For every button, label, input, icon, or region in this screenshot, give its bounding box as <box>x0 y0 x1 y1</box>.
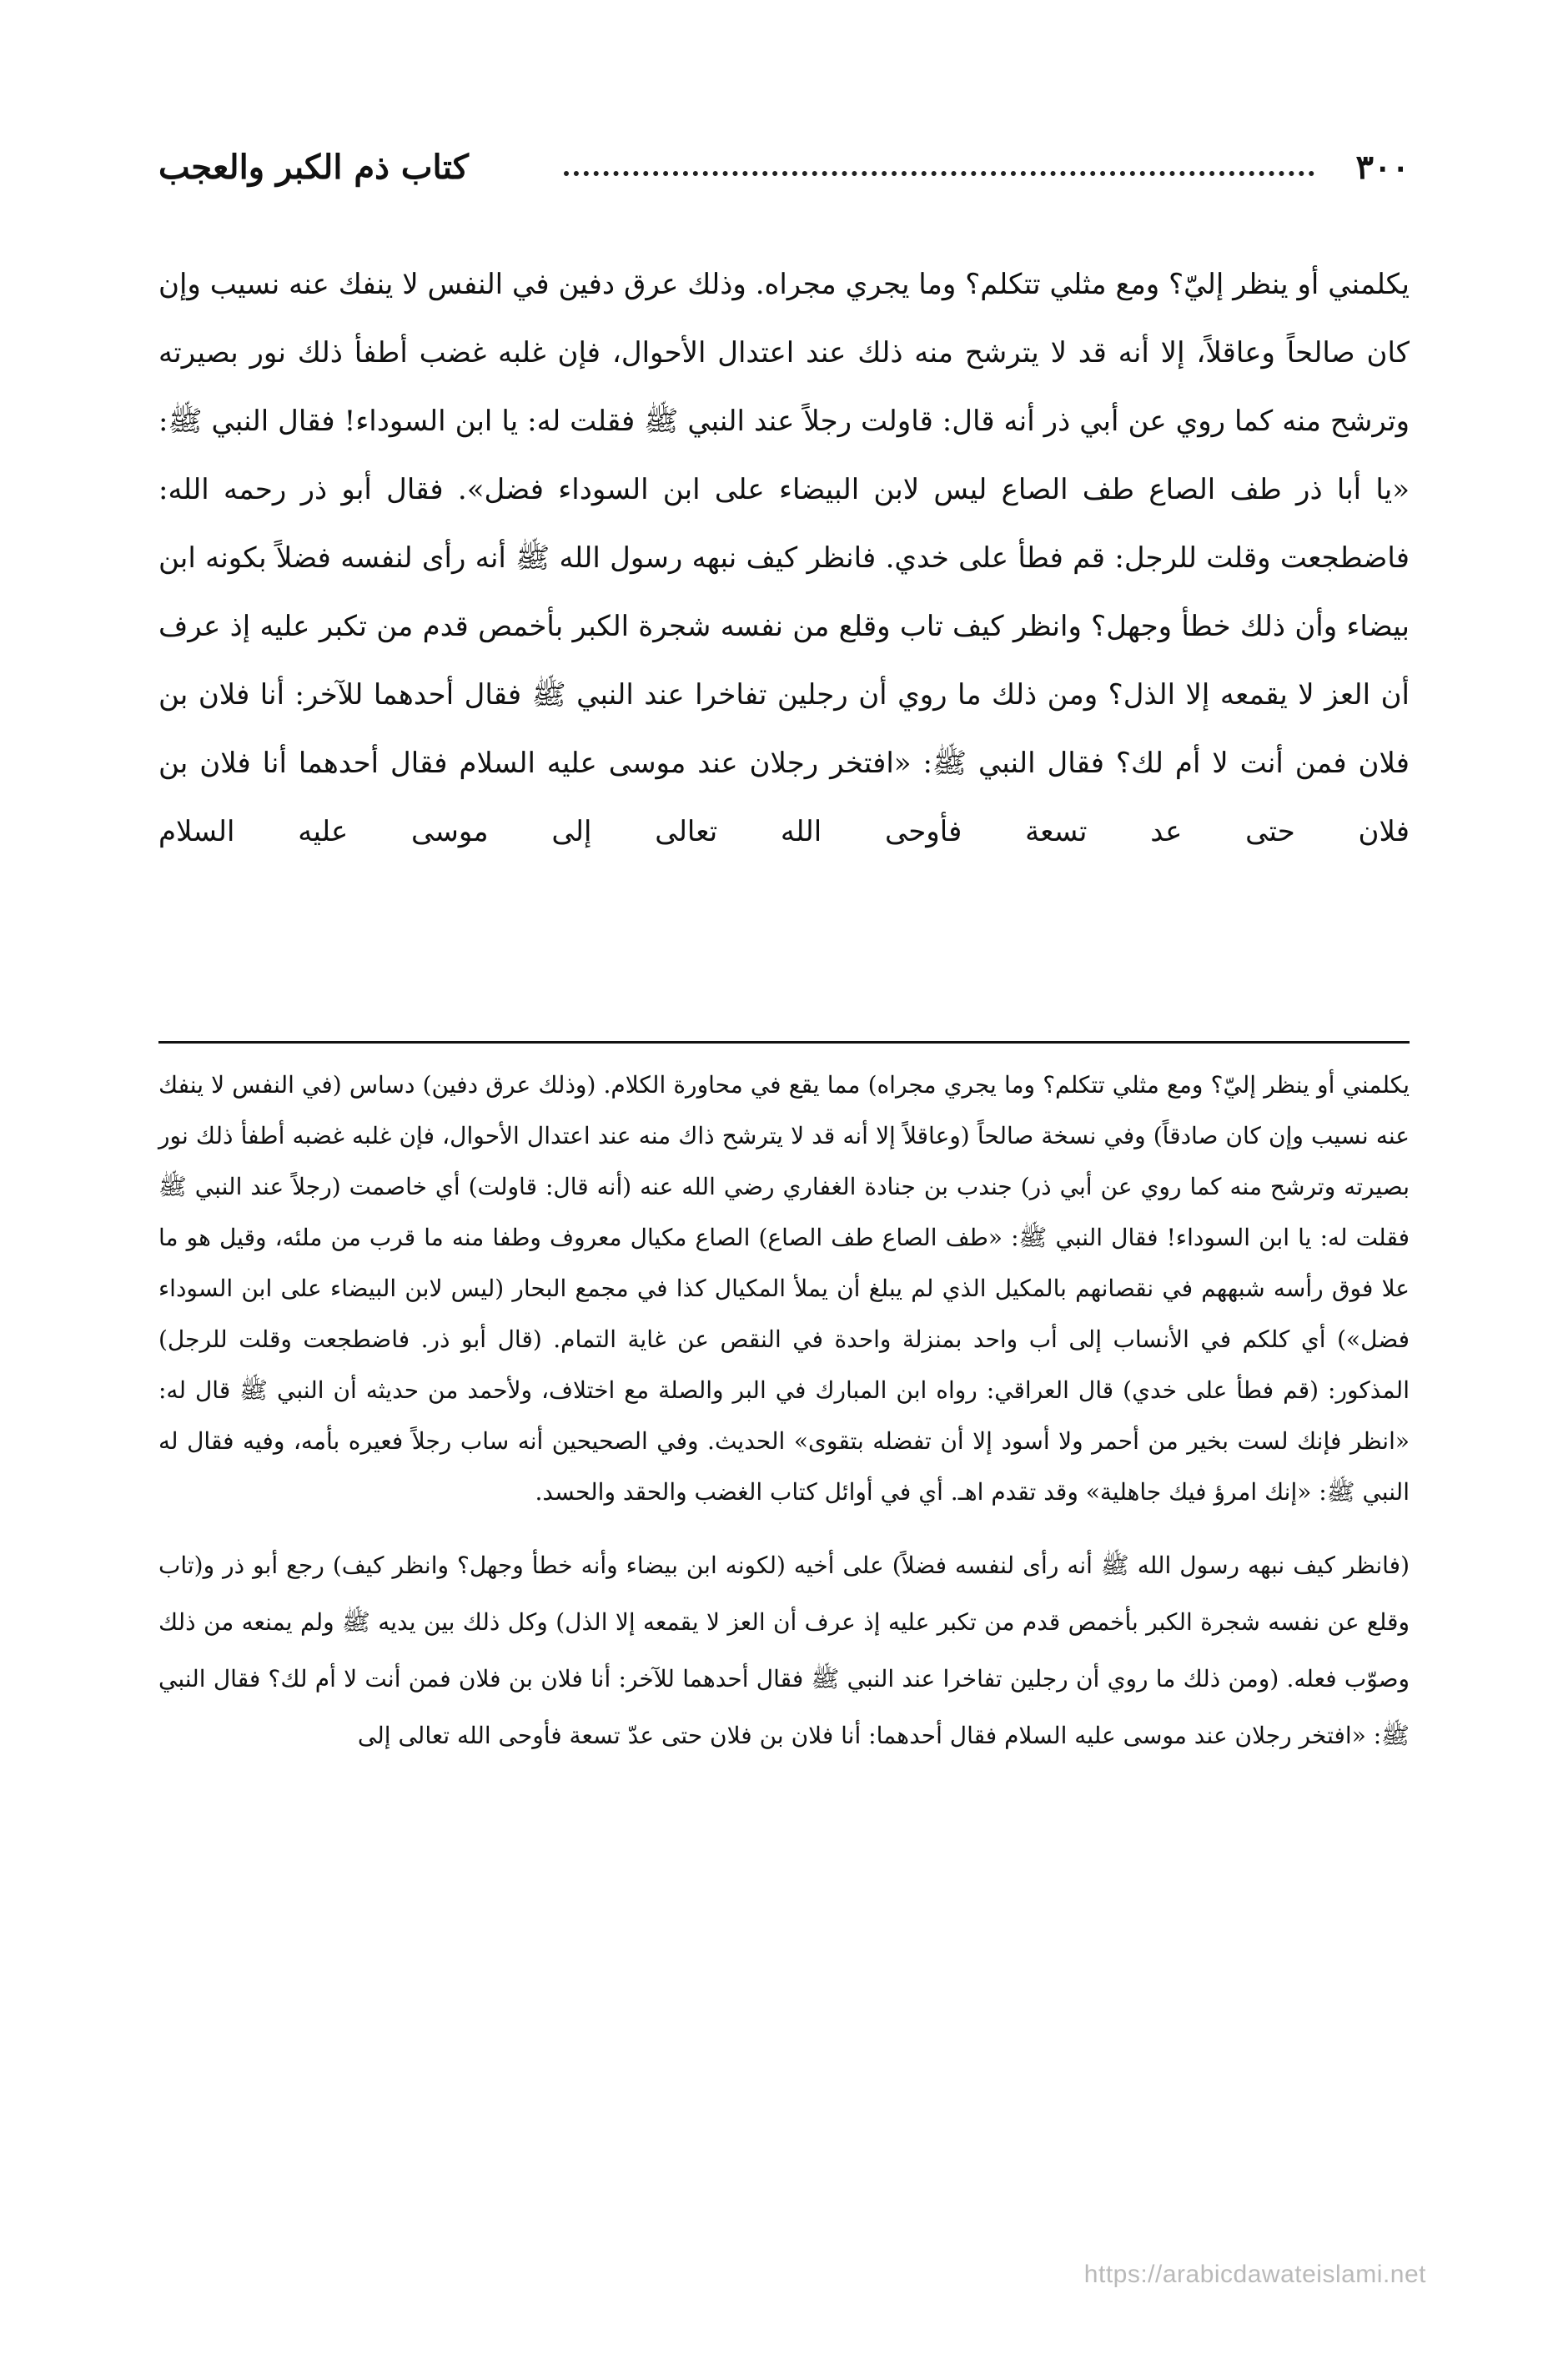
main-text-block <box>158 250 1410 866</box>
book-title: كتاب ذم الكبر والعجب <box>158 147 469 187</box>
commentary-paragraph-2: (فانظر كيف نبهه رسول الله ﷺ أنه رأى لنفسه فضلاً) على أخيه (لكونه ابن بيضاء وأنه خطأ وجهل؟ وانظر كيف) رجع أبو ذر و(تاب وقلع عن نفسه شجرة الكبر بأخمص قدم من تكبر عليه إذ عرف أن العز لا يقمعه إلا الذل) وكل ذلك بين يديه ﷺ ولم يمنعه من ذلك وصوّب فعله. (ومن ذلك ما روي أن رجلين تفاخرا عند النبي ﷺ فقال أحدهما للآخر: أنا فلان بن فلان فمن أنت لا أم لك؟ فقال النبي ﷺ: «افتخر رجلان عند موسى عليه السلام فقال أحدهما: أنا فلان بن فلان حتى عدّ تسعة فأوحى الله تعالى إلى <box>158 1552 1410 1749</box>
commentary-paragraph-1: يكلمني أو ينظر إليّ؟ ومع مثلي تتكلم؟ وما يجري مجراه) مما يقع في محاورة الكلام. (وذلك عرق دفين) دساس (في النفس لا ينفك عنه نسيب وإن كان صادقاً) وفي نسخة صالحاً (وعاقلاً إلا أنه قد لا يترشح ذاك منه عند اعتدال الأحوال، فإن غلبه غضبه أطفأ ذلك نور بصيرته وترشح منه كما روي عن أبي ذر) جندب بن جنادة الغفاري رضي الله عنه (أنه قال: قاولت) أي خاصمت (رجلاً عند النبي ﷺ فقلت له: يا ابن السوداء! فقال النبي ﷺ: «طف الصاع طف الصاع) الصاع مكيال معروف وطفا منه ما قرب من ملئه، وقيل هو ما علا فوق رأسه شبههم في نقصانهم بالمكيل الذي لم يبلغ أن يملأ المكيال كذا في مجمع البحار (ليس لابن البيضاء على ابن السوداء فضل») أي كلكم في الأنساب إلى أب واحد بمنزلة واحدة في النقص عن غاية التمام. (قال أبو ذر. فاضطجعت وقلت للرجل) المذكور: (قم فطأ على خدي) قال العراقي: رواه ابن المبارك في البر والصلة مع اختلاف، ولأحمد من حديثه أن النبي ﷺ قال له: «انظر فإنك لست بخير من أحمر ولا أسود إلا أن تفضله بتقوى» الحديث. وفي الصحيحين أنه ساب رجلاً فعيره بأمه، وفيه فقال له النبي ﷺ: «إنك امرؤ فيك جاهلية» وقد تقدم اهـ. أي في أوائل كتاب الغضب والحقد والحسد. <box>158 1071 1410 1506</box>
page-number: ٣٠٠ <box>1355 147 1410 187</box>
footnote-separator-rule <box>158 1041 1410 1044</box>
commentary-block <box>158 1059 1410 1784</box>
watermark-url: https://arabicdawateislami.net <box>1083 2261 1426 2288</box>
book-page <box>158 133 1410 2269</box>
main-text-paragraph: يكلمني أو ينظر إليّ؟ ومع مثلي تتكلم؟ وما يجري مجراه. وذلك عرق دفين في النفس لا ينفك عنه نسيب وإن كان صالحاً وعاقلاً، إلا أنه قد لا يترشح منه ذلك عند اعتدال الأحوال، فإن غلبه غضب أطفأ ذلك نور بصيرته وترشح منه كما روي عن أبي ذر أنه قال: قاولت رجلاً عند النبي ﷺ فقلت له: يا ابن السوداء! فقال النبي ﷺ: «يا أبا ذر طف الصاع طف الصاع ليس لابن البيضاء على ابن السوداء فضل». فقال أبو ذر رحمه الله: فاضطجعت وقلت للرجل: قم فطأ على خدي. فانظر كيف نبهه رسول الله ﷺ أنه رأى لنفسه فضلاً بكونه ابن بيضاء وأن ذلك خطأ وجهل؟ وانظر كيف تاب وقلع من نفسه شجرة الكبر بأخمص قدم من تكبر عليه إذ عرف أن العز لا يقمعه إلا الذل؟ ومن ذلك ما روي أن رجلين تفاخرا عند النبي ﷺ فقال أحدهما للآخر: أنا فلان بن فلان فمن أنت لا أم لك؟ فقال النبي ﷺ: «افتخر رجلان عند موسى عليه السلام فقال أحدهما أنا فلان بن فلان حتى عد تسعة فأوحى الله تعالى إلى موسى عليه السلام <box>158 268 1410 848</box>
header-dotted-leader <box>564 171 1314 176</box>
running-header <box>158 133 1410 200</box>
